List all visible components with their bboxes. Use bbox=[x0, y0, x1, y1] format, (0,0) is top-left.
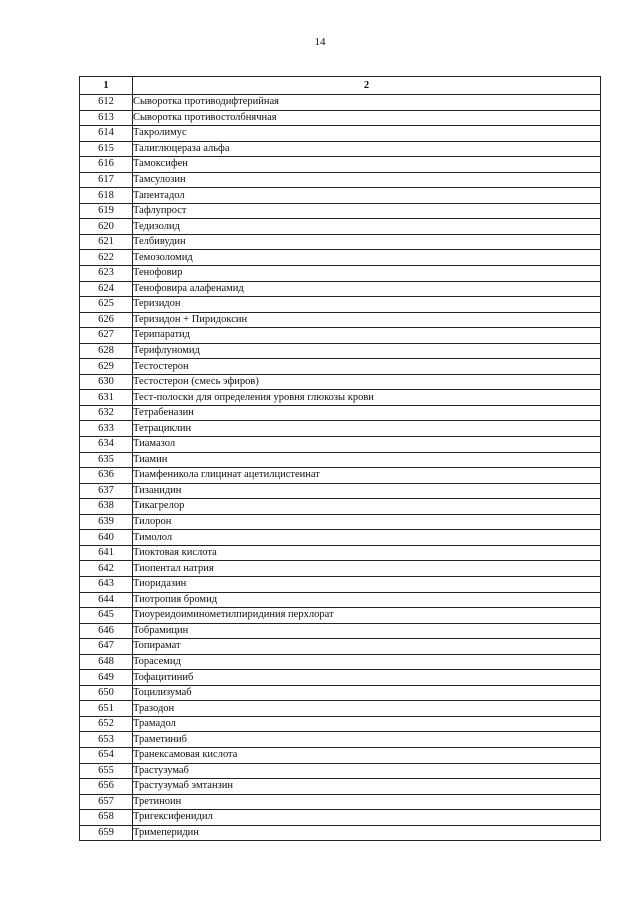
table-body bbox=[80, 95, 601, 841]
table-row bbox=[80, 157, 601, 173]
row-number-cell: 616 bbox=[80, 157, 133, 173]
row-number-cell: 639 bbox=[80, 514, 133, 530]
drug-name-cell: Третиноин bbox=[133, 794, 601, 810]
table-row bbox=[80, 234, 601, 250]
drug-name-cell: Трастузумаб bbox=[133, 763, 601, 779]
table-row bbox=[80, 452, 601, 468]
table-row bbox=[80, 110, 601, 126]
drug-name-cell: Тригексифенидил bbox=[133, 810, 601, 826]
drug-name-cell: Тримеперидин bbox=[133, 825, 601, 841]
row-number-cell: 625 bbox=[80, 297, 133, 313]
table-row bbox=[80, 312, 601, 328]
table-row bbox=[80, 343, 601, 359]
table-row bbox=[80, 141, 601, 157]
table-row bbox=[80, 359, 601, 375]
row-number-cell: 620 bbox=[80, 219, 133, 235]
row-number-cell: 649 bbox=[80, 670, 133, 686]
row-number-cell: 630 bbox=[80, 374, 133, 390]
row-number-cell: 647 bbox=[80, 639, 133, 655]
drug-name-cell: Тразодон bbox=[133, 701, 601, 717]
table-row bbox=[80, 437, 601, 453]
table-row bbox=[80, 405, 601, 421]
drug-name-cell: Траметиниб bbox=[133, 732, 601, 748]
row-number-cell: 659 bbox=[80, 825, 133, 841]
drug-name-cell: Тамсулозин bbox=[133, 172, 601, 188]
drug-name-cell: Тиоридазин bbox=[133, 576, 601, 592]
drug-name-cell: Сыворотка противостолбнячная bbox=[133, 110, 601, 126]
column-header-name: 2 bbox=[133, 77, 601, 95]
drug-name-cell: Торасемид bbox=[133, 654, 601, 670]
table-row bbox=[80, 374, 601, 390]
drug-name-cell: Теризидон bbox=[133, 297, 601, 313]
table-row bbox=[80, 701, 601, 717]
row-number-cell: 655 bbox=[80, 763, 133, 779]
row-number-cell: 645 bbox=[80, 608, 133, 624]
row-number-cell: 631 bbox=[80, 390, 133, 406]
table-row bbox=[80, 172, 601, 188]
drug-name-cell: Транексамовая кислота bbox=[133, 747, 601, 763]
drug-name-cell: Такролимус bbox=[133, 126, 601, 142]
drug-name-cell: Тиоуреидоиминометилпиридиния перхлорат bbox=[133, 608, 601, 624]
drug-name-cell: Темозоломид bbox=[133, 250, 601, 266]
table-row bbox=[80, 794, 601, 810]
row-number-cell: 641 bbox=[80, 545, 133, 561]
table-row bbox=[80, 670, 601, 686]
row-number-cell: 622 bbox=[80, 250, 133, 266]
table-row bbox=[80, 639, 601, 655]
column-header-number: 1 bbox=[80, 77, 133, 95]
row-number-cell: 624 bbox=[80, 281, 133, 297]
drug-name-cell: Телбивудин bbox=[133, 234, 601, 250]
drug-name-cell: Тофацитиниб bbox=[133, 670, 601, 686]
drug-name-cell: Тиамфеникола глицинат ацетилцистеинат bbox=[133, 468, 601, 484]
row-number-cell: 617 bbox=[80, 172, 133, 188]
drug-name-cell: Трамадол bbox=[133, 716, 601, 732]
row-number-cell: 619 bbox=[80, 203, 133, 219]
table-row bbox=[80, 483, 601, 499]
drug-list-table bbox=[79, 76, 601, 841]
drug-name-cell: Талиглюцераза альфа bbox=[133, 141, 601, 157]
row-number-cell: 648 bbox=[80, 654, 133, 670]
row-number-cell: 635 bbox=[80, 452, 133, 468]
drug-name-cell: Тиамазол bbox=[133, 437, 601, 453]
row-number-cell: 638 bbox=[80, 499, 133, 515]
row-number-cell: 614 bbox=[80, 126, 133, 142]
row-number-cell: 643 bbox=[80, 576, 133, 592]
drug-name-cell: Тилорон bbox=[133, 514, 601, 530]
table-row bbox=[80, 530, 601, 546]
table-row bbox=[80, 250, 601, 266]
row-number-cell: 621 bbox=[80, 234, 133, 250]
drug-name-cell: Тетрациклин bbox=[133, 421, 601, 437]
table-row bbox=[80, 545, 601, 561]
row-number-cell: 644 bbox=[80, 592, 133, 608]
table-row bbox=[80, 328, 601, 344]
row-number-cell: 613 bbox=[80, 110, 133, 126]
table-row bbox=[80, 561, 601, 577]
row-number-cell: 637 bbox=[80, 483, 133, 499]
table-row bbox=[80, 747, 601, 763]
drug-name-cell: Тобрамицин bbox=[133, 623, 601, 639]
row-number-cell: 628 bbox=[80, 343, 133, 359]
row-number-cell: 651 bbox=[80, 701, 133, 717]
drug-name-cell: Тиопентал натрия bbox=[133, 561, 601, 577]
drug-name-cell: Тамоксифен bbox=[133, 157, 601, 173]
drug-name-cell: Тенофовира алафенамид bbox=[133, 281, 601, 297]
table-row bbox=[80, 810, 601, 826]
table-header-row bbox=[80, 77, 601, 95]
drug-name-cell: Тафлупрост bbox=[133, 203, 601, 219]
table-row bbox=[80, 281, 601, 297]
drug-name-cell: Тестостерон bbox=[133, 359, 601, 375]
table-row bbox=[80, 203, 601, 219]
row-number-cell: 653 bbox=[80, 732, 133, 748]
drug-name-cell: Топирамат bbox=[133, 639, 601, 655]
table-row bbox=[80, 390, 601, 406]
row-number-cell: 623 bbox=[80, 266, 133, 282]
row-number-cell: 654 bbox=[80, 747, 133, 763]
row-number-cell: 640 bbox=[80, 530, 133, 546]
row-number-cell: 646 bbox=[80, 623, 133, 639]
drug-name-cell: Терифлуномид bbox=[133, 343, 601, 359]
drug-name-cell: Тест-полоски для определения уровня глюкозы крови bbox=[133, 390, 601, 406]
drug-name-cell: Тикагрелор bbox=[133, 499, 601, 515]
drug-name-cell: Тоцилизумаб bbox=[133, 685, 601, 701]
drug-name-cell: Тетрабеназин bbox=[133, 405, 601, 421]
drug-name-cell: Терипаратид bbox=[133, 328, 601, 344]
table-row bbox=[80, 468, 601, 484]
row-number-cell: 633 bbox=[80, 421, 133, 437]
row-number-cell: 612 bbox=[80, 95, 133, 111]
table-row bbox=[80, 514, 601, 530]
row-number-cell: 642 bbox=[80, 561, 133, 577]
table-row bbox=[80, 95, 601, 111]
table-row bbox=[80, 779, 601, 795]
drug-name-cell: Тимолол bbox=[133, 530, 601, 546]
drug-name-cell: Тестостерон (смесь эфиров) bbox=[133, 374, 601, 390]
drug-name-cell: Тедизолид bbox=[133, 219, 601, 235]
table-row bbox=[80, 219, 601, 235]
row-number-cell: 615 bbox=[80, 141, 133, 157]
row-number-cell: 626 bbox=[80, 312, 133, 328]
table-row bbox=[80, 825, 601, 841]
row-number-cell: 618 bbox=[80, 188, 133, 204]
table-row bbox=[80, 608, 601, 624]
drug-name-cell: Трастузумаб эмтанзин bbox=[133, 779, 601, 795]
table-row bbox=[80, 576, 601, 592]
table-row bbox=[80, 716, 601, 732]
table-row bbox=[80, 592, 601, 608]
table-row bbox=[80, 763, 601, 779]
drug-name-cell: Тиамин bbox=[133, 452, 601, 468]
table-row bbox=[80, 126, 601, 142]
table-row bbox=[80, 732, 601, 748]
row-number-cell: 658 bbox=[80, 810, 133, 826]
table-row bbox=[80, 499, 601, 515]
row-number-cell: 656 bbox=[80, 779, 133, 795]
table-row bbox=[80, 297, 601, 313]
row-number-cell: 629 bbox=[80, 359, 133, 375]
drug-name-cell: Сыворотка противодифтерийная bbox=[133, 95, 601, 111]
row-number-cell: 627 bbox=[80, 328, 133, 344]
table-row bbox=[80, 654, 601, 670]
row-number-cell: 632 bbox=[80, 405, 133, 421]
row-number-cell: 634 bbox=[80, 437, 133, 453]
table-row bbox=[80, 685, 601, 701]
row-number-cell: 657 bbox=[80, 794, 133, 810]
drug-name-cell: Тапентадол bbox=[133, 188, 601, 204]
row-number-cell: 652 bbox=[80, 716, 133, 732]
row-number-cell: 636 bbox=[80, 468, 133, 484]
drug-name-cell: Тенофовир bbox=[133, 266, 601, 282]
drug-name-cell: Теризидон + Пиридоксин bbox=[133, 312, 601, 328]
table-row bbox=[80, 266, 601, 282]
table-row bbox=[80, 421, 601, 437]
drug-name-cell: Тиотропия бромид bbox=[133, 592, 601, 608]
row-number-cell: 650 bbox=[80, 685, 133, 701]
table-row bbox=[80, 623, 601, 639]
drug-name-cell: Тиоктовая кислота bbox=[133, 545, 601, 561]
page-number: 14 bbox=[314, 36, 326, 48]
table-row bbox=[80, 188, 601, 204]
drug-name-cell: Тизанидин bbox=[133, 483, 601, 499]
